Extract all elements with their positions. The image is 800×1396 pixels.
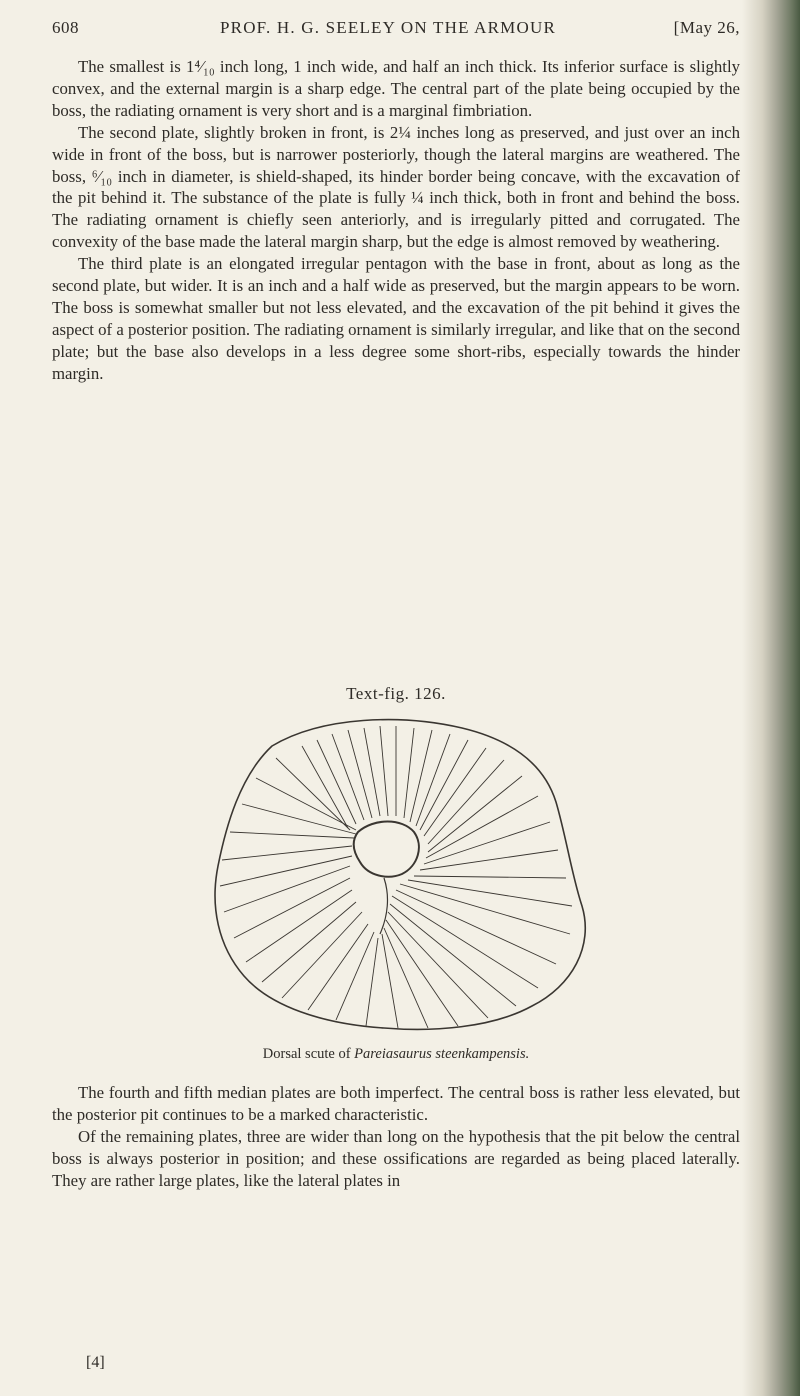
running-header xyxy=(52,18,740,42)
header-date: [May 26, xyxy=(673,18,740,37)
running-title: PROF. H. G. SEELEY ON THE ARMOUR xyxy=(220,18,556,37)
body-text xyxy=(52,56,740,385)
paragraph: The smallest is 1⁴⁄₁₀ inch long, 1 inch wide, and half an inch thick. Its inferior surface is slightly convex, and the external margin is a sharp edge. The central part of the plate being occupied by the boss, the radiating ornament is very short and is a marginal fimbriation. xyxy=(52,57,740,120)
scute-illustration xyxy=(152,706,632,1036)
caption-species: Pareiasaurus steenkampensis. xyxy=(354,1046,530,1062)
caption-prefix: Dorsal scute of xyxy=(262,1046,355,1062)
paragraph: The second plate, slightly broken in front, is 2¼ inches long as preserved, and just over an inch wide in front of the boss, but is narrower posteriorly, though the lateral margins are weathered. The boss, ⁶⁄₁₀ inch in diameter, is shield-shaped, its hinder border being concave, with the excavation of the pit behind it. The substance of the plate is fully ¼ inch thick, both in front and behind the boss. The radiating ornament is chiefly seen anteriorly, and is irregularly pitted and corrugated. The convexity of the base made the lateral margin sharp, but the edge is almost removed by weathering. xyxy=(52,122,740,252)
paragraph: Of the remaining plates, three are wider than long on the hypothesis that the pit below the central boss is always posterior in position; and these ossifications are regarded as being placed laterally. They are rather large plates, like the lateral plates in xyxy=(52,1126,740,1190)
figure-caption xyxy=(52,1046,740,1063)
paragraph: The fourth and fifth median plates are both imperfect. The central boss is rather less elevated, but the posterior pit continues to be a marked characteristic. xyxy=(52,1083,740,1124)
paragraph: The third plate is an elongated irregular pentagon with the base in front, about as long as the second plate, but wider. It is an inch and a half wide as preserved, but the margin appears to be worn. The boss is somewhat smaller but not less elevated, and the excavation of the pit behind it gives the aspect of a posterior position. The radiating ornament is similarly irregular, and like that on the second plate; but the base also develops in a less degree some short-ribs, especially towards the hinder margin. xyxy=(52,254,740,383)
page-edge-shadow xyxy=(742,0,800,1396)
figure-label: Text-fig. 126. xyxy=(346,684,446,703)
signature-mark: [4] xyxy=(86,1354,105,1371)
page-number: 608 xyxy=(52,18,79,37)
body-text-continued xyxy=(52,1082,740,1192)
